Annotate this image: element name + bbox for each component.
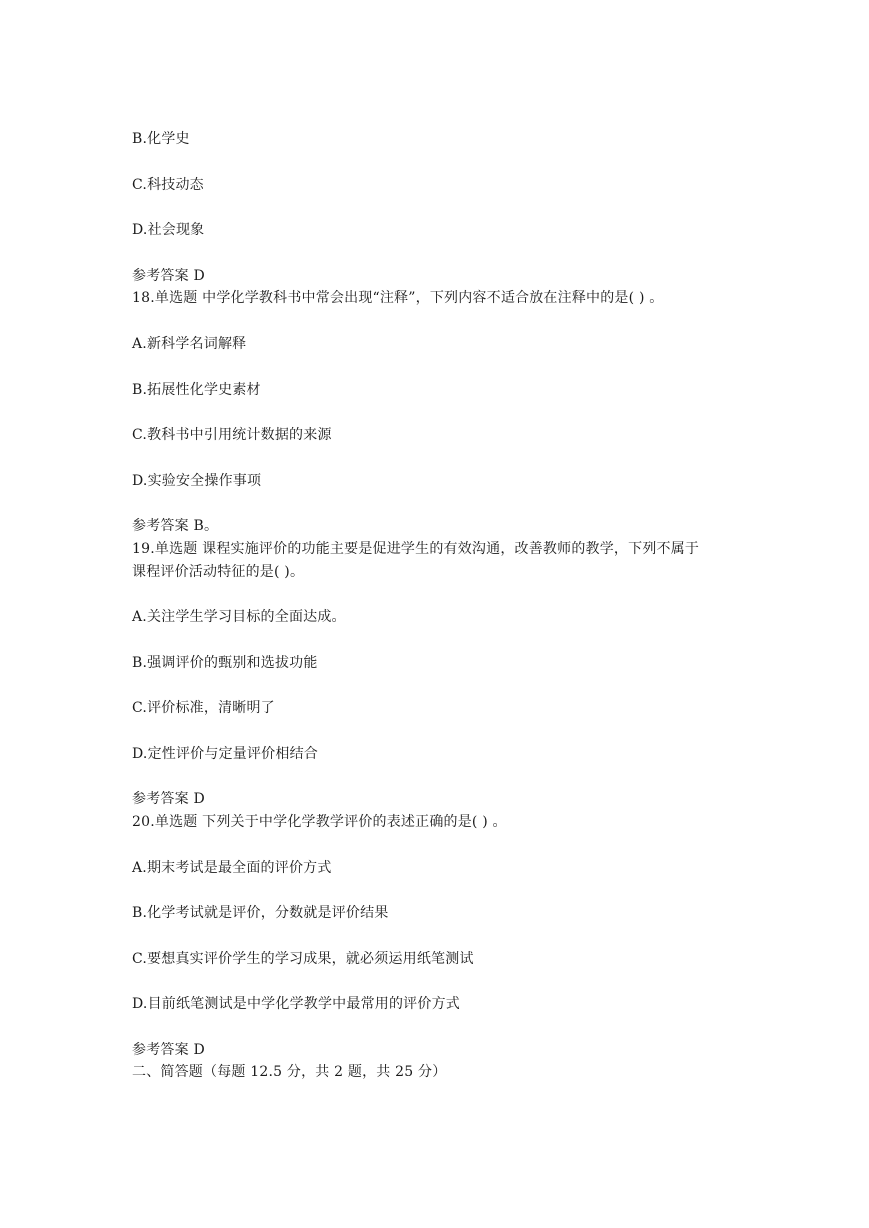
option-d-q17: D.社会现象 — [132, 222, 205, 238]
option-b-q17: B.化学史 — [132, 131, 190, 147]
option-d-q18: D.实验安全操作事项 — [132, 473, 262, 489]
answer-q17: 参考答案 D — [132, 268, 205, 284]
answer-q20: 参考答案 D — [132, 1042, 205, 1058]
option-c-q19: C.评价标准，清晰明了 — [132, 700, 275, 716]
option-a-q20: A.期末考试是最全面的评价方式 — [132, 860, 332, 876]
question-19-line1: 19.单选题 课程实施评价的功能主要是促进学生的有效沟通，改善教师的教学，下列不属于 — [132, 541, 700, 557]
option-c-q17: C.科技动态 — [132, 177, 204, 193]
option-b-q18: B.拓展性化学史素材 — [132, 382, 261, 398]
option-d-q19: D.定性评价与定量评价相结合 — [132, 746, 318, 762]
question-18: 18.单选题 中学化学教科书中常会出现“注释”，下列内容不适合放在注释中的是( ) 。 — [132, 290, 664, 306]
option-c-q20: C.要想真实评价学生的学习成果，就必须运用纸笔测试 — [132, 951, 474, 967]
option-b-q19: B.强调评价的甄别和选拔功能 — [132, 655, 318, 671]
question-19-line2: 课程评价活动特征的是( )。 — [132, 564, 305, 580]
question-20: 20.单选题 下列关于中学化学教学评价的表述正确的是( ) 。 — [132, 814, 507, 830]
option-a-q19: A.关注学生学习目标的全面达成。 — [132, 609, 346, 625]
option-d-q20: D.目前纸笔测试是中学化学教学中最常用的评价方式 — [132, 996, 460, 1012]
option-b-q20: B.化学考试就是评价，分数就是评价结果 — [132, 905, 389, 921]
answer-q18: 参考答案 B。 — [132, 518, 219, 534]
answer-q19: 参考答案 D — [132, 791, 205, 807]
option-a-q18: A.新科学名词解释 — [132, 336, 247, 352]
section-heading-short-answer: 二、简答题（每题 12.5 分，共 2 题，共 25 分） — [132, 1064, 447, 1080]
option-c-q18: C.教科书中引用统计数据的来源 — [132, 427, 332, 443]
